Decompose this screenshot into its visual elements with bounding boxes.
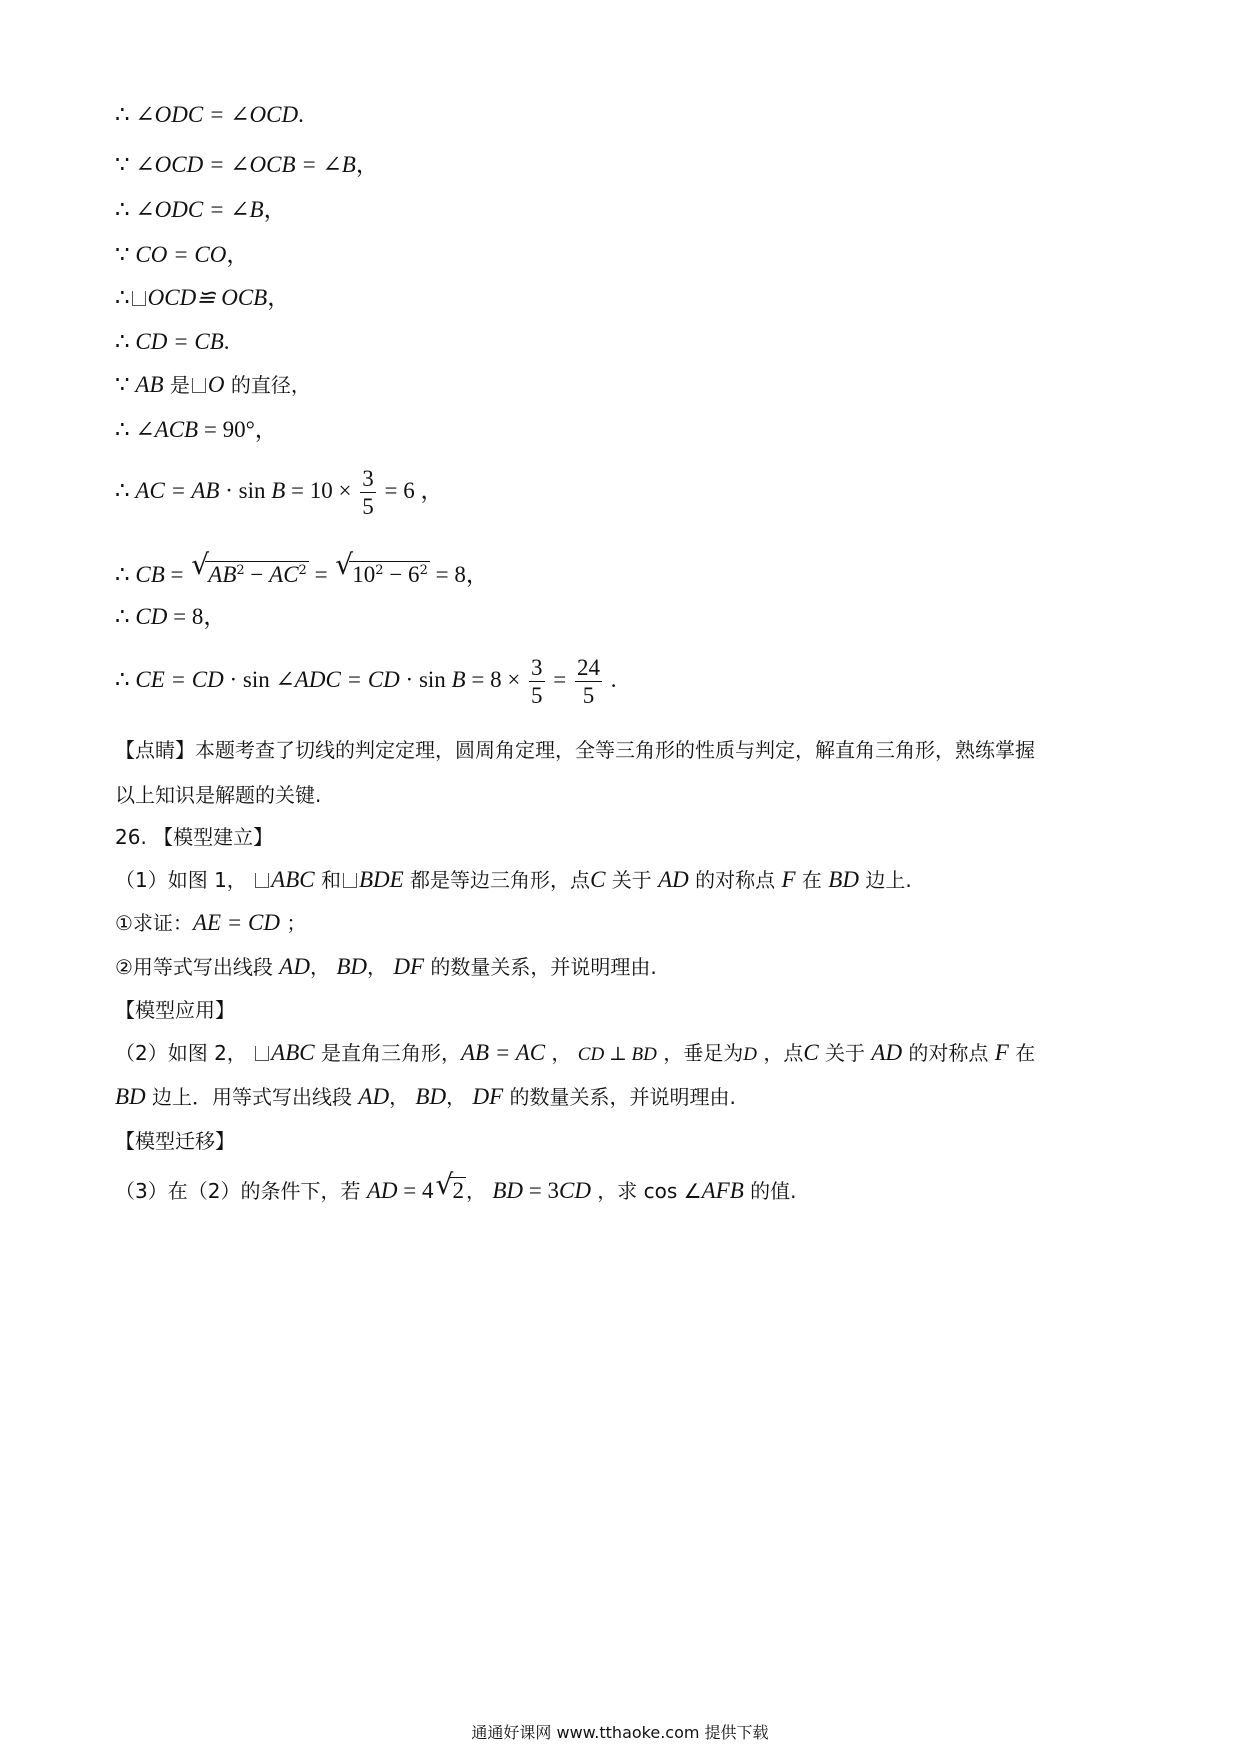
proof-line-5: ∴ OCD≌ OCB， (115, 285, 291, 310)
proof-line-1: ∴ ∠ODC = ∠OCD. (115, 102, 304, 127)
fraction-3-5: $\frac{3}{5}$ (362, 466, 374, 519)
q26-part1-i: ①求证：AE = CD ； (115, 910, 307, 935)
fraction-3-5: $\frac{3}{5}$ (531, 655, 543, 708)
triangle-symbol-placeholder (255, 1046, 269, 1061)
q26-part1-ii: ②用等式写出线段 AD， BD， DF 的数量关系，并说明理由. (115, 954, 657, 979)
triangle-symbol-placeholder (255, 873, 269, 888)
proof-line-3: ∴ ∠ODC = ∠B， (115, 197, 287, 222)
q26-part3: （3）在（2）的条件下，若 AD = 4 √ 2 ， BD = 3CD ，求 cos ∠AFB 的值. (115, 1176, 796, 1206)
sqrt-2: √ 2 (435, 1168, 464, 1203)
proof-line-2: ∵ ∠OCD = ∠OCB = ∠B， (115, 152, 379, 177)
triangle-symbol-placeholder (132, 291, 146, 306)
sqrt-expression-1: √ $AB^2 - AC^2$ (191, 548, 307, 587)
question-26-heading: 26. 【模型建立】 (115, 825, 274, 849)
proof-line-11: ∴ CD = 8， (115, 604, 227, 629)
proof-line-9: ∴ AC = AB · sin B = 10 × $\frac{3}{5}$ = 6 ， (115, 466, 444, 519)
proof-line-10: ∴ CB = √ $AB^2 - AC^2$ = √ $10^2 - 6^2 = 8$， (115, 556, 489, 590)
fraction-24-5: $\frac{24}{5}$ (577, 655, 601, 708)
q26-part2-line1: （2）如图 2， ABC 是直角三角形，AB = AC ， CD ⊥ BD ，垂足为D ，点C 关于 AD 的对称点 F 在 (115, 1040, 1036, 1065)
circle-symbol-placeholder (192, 378, 206, 393)
model-transfer-heading: 【模型迁移】 (115, 1129, 235, 1153)
proof-line-6: ∴ CD = CB. (115, 329, 230, 354)
model-application-heading: 【模型应用】 (115, 998, 235, 1022)
proof-line-4: ∵ CO = CO， (115, 242, 250, 267)
page-footer: 通通好课网 www.tthaoke.com 提供下载 (471, 1723, 769, 1742)
comment-line-1: 【点睛】本题考查了切线的判定定理，圆周角定理，全等三角形的性质与判定，解直角三角形，熟练掌握 (115, 738, 1035, 762)
q26-part1: （1）如图 1， ABC 和 BDE 都是等边三角形，点C 关于 AD 的对称点 F 在 BD 边上. (115, 867, 912, 892)
proof-line-12: ∴ CE = CD · sin ∠ADC = CD · sin B = 8 × $\frac{3}{5}$ = $\frac{24}{5}$ . (115, 655, 617, 708)
proof-line-8: ∴ ∠ACB = 90°， (115, 417, 278, 442)
q26-part2-line2: BD 边上．用等式写出线段 AD， BD， DF 的数量关系，并说明理由. (115, 1084, 736, 1109)
proof-line-7: ∵ AB 是 O 的直径， (115, 372, 311, 397)
comment-line-2: 以上知识是解题的关键. (115, 783, 322, 807)
sqrt-expression-2: √ $10^2 - 6^2$ (335, 548, 428, 587)
triangle-symbol-placeholder (343, 873, 357, 888)
